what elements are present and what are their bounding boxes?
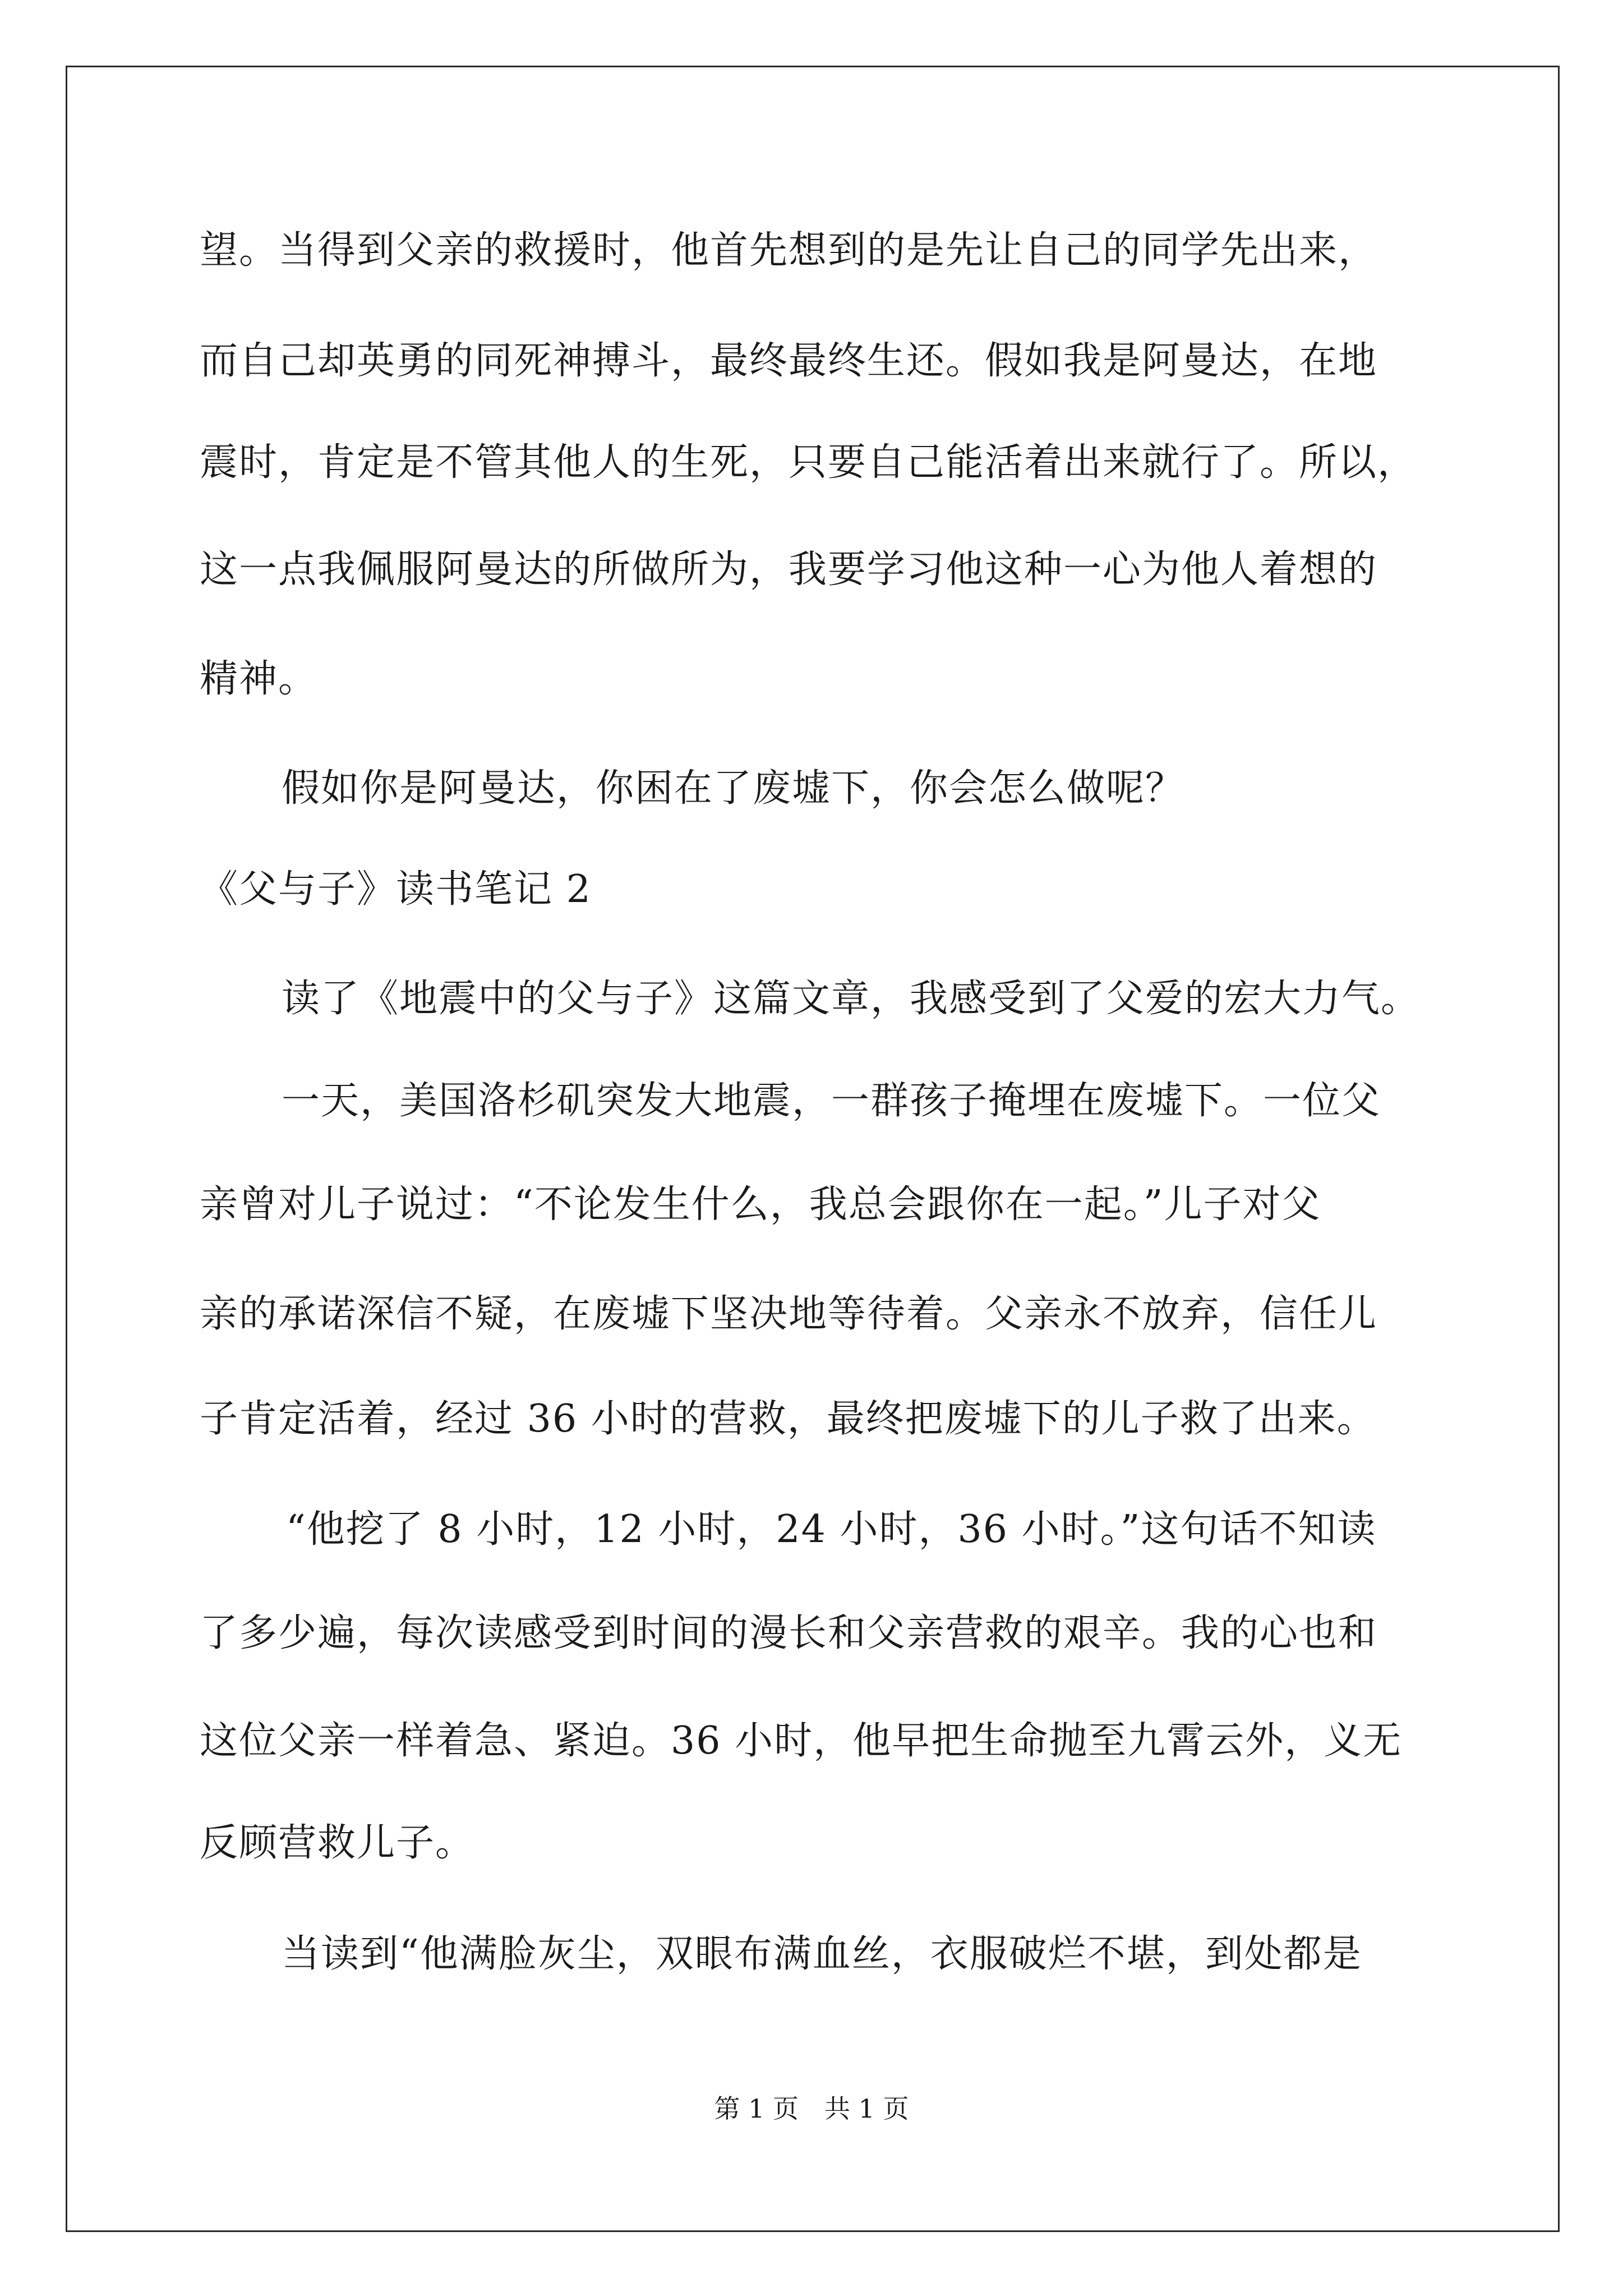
body-line: 亲曾对儿子说过：“不论发生什么，我总会跟你在一起。”儿子对父 — [200, 1182, 1321, 1227]
body-line: 震时，肯定是不管其他人的生死，只要自己能活着出来就行了。所以， — [200, 440, 1417, 485]
paragraph-first-line: “他挖了 8 小时，12 小时，24 小时，36 小时。”这句话不知读 — [286, 1507, 1377, 1552]
paragraph-first-line: 读了《地震中的父与子》这篇文章，我感受到了父爱的宏大力气。 — [282, 977, 1421, 1021]
paragraph-first-line: 假如你是阿曼达，你困在了废墟下，你会怎么做呢？ — [282, 766, 1185, 811]
page-number-footer: 第 1 页 共 1 页 — [714, 2093, 909, 2124]
body-line: 而自己却英勇的同死神搏斗，最终最终生还。假如我是阿曼达，在地 — [200, 339, 1378, 383]
section-heading: 《父与子》读书笔记 2 — [200, 867, 592, 912]
body-line: 精神。 — [200, 657, 318, 701]
body-line: 了多少遍，每次读感受到时间的漫长和父亲营救的艰辛。我的心也和 — [200, 1611, 1378, 1655]
paragraph-first-line: 当读到“他满脸灰尘，双眼布满血丝，衣服破烂不堪，到处都是 — [282, 1932, 1362, 1976]
body-line: 反顾营救儿子。 — [200, 1821, 475, 1865]
body-line: 亲的承诺深信不疑，在废墟下坚决地等待着。父亲永不放弃，信任儿 — [200, 1292, 1378, 1336]
body-line: 望。当得到父亲的救援时，他首先想到的是先让自己的同学先出来， — [200, 228, 1378, 273]
body-line: 这位父亲一样着急、紧迫。36 小时，他早把生命抛至九霄云外，义无 — [200, 1719, 1403, 1763]
paragraph-first-line: 一天，美国洛杉矶突发大地震，一群孩子掩埋在废墟下。一位父 — [282, 1079, 1381, 1123]
body-line: 这一点我佩服阿曼达的所做所为，我要学习他这种一心为他人着想的 — [200, 547, 1378, 592]
body-line: 子肯定活着，经过 36 小时的营救，最终把废墟下的儿子救了出来。 — [200, 1397, 1376, 1441]
page-border — [66, 66, 1560, 2232]
